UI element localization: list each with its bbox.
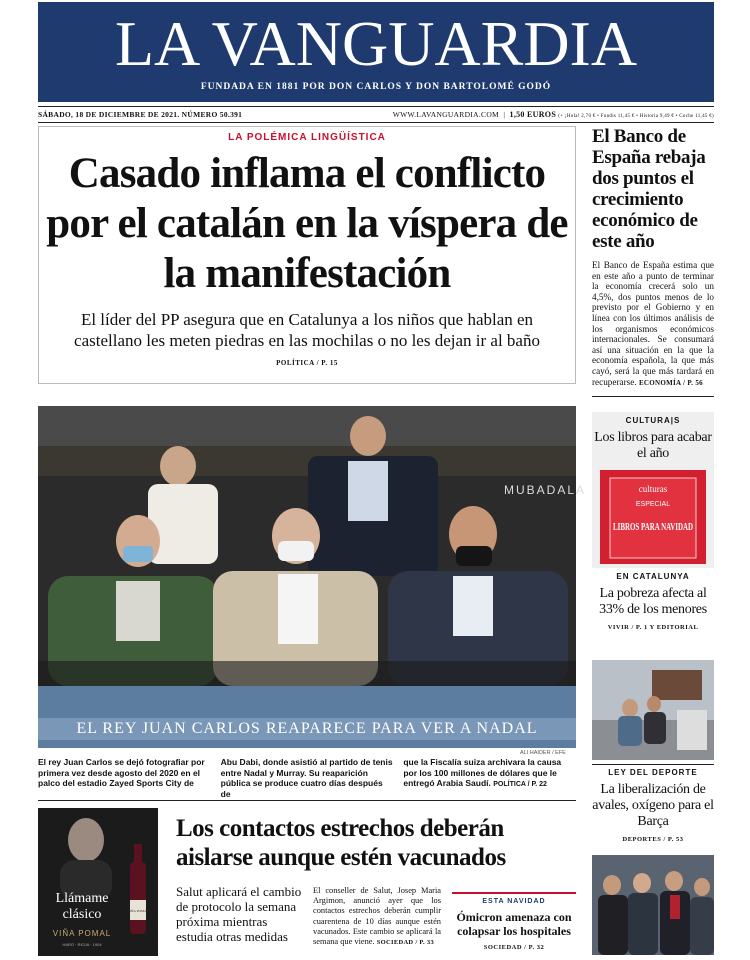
barca-photo [592,855,714,955]
photo-caption-bar [38,686,576,748]
lead-headline[interactable]: Casado inflama el conflicto por el catalán en la víspera de la manifestación [46,150,568,297]
cover-brand: culturas [638,484,668,494]
info-rule [38,122,714,123]
deporte-title: La liberalización de avales, oxígeno para el Barça [592,782,714,829]
bottom-body [313,886,441,948]
omicron-box[interactable] [452,892,576,951]
photo-text-col3-body: que la Fiscalía suiza archivara la causa por los 100 millones de dólares que le entregó Arabia Saudí. [403,757,562,788]
newspaper-logo: LA VANGUARDIA [114,8,638,79]
classroom-photo [592,660,714,760]
economy-page-ref: ECONOMÍA / P. 56 [638,378,703,387]
catalunya-page-ref: VIVIR / P. 1 Y EDITORIAL [607,624,699,631]
photo-text [38,757,576,799]
ad-line1: Llámame [55,891,109,906]
photo-text-col3 [403,757,576,799]
omicron-title: Ómicron amenaza con colapsar los hospitales [456,910,572,938]
issue-date: SÁBADO, 18 DE DICIEMBRE DE 2021. NÚMERO 50.391 [38,110,243,119]
price-extras: (+ ¡Hola! 2,70 € • Fundis 11,45 € • Historia 9,49 € • Coche 11,45 €) [558,114,714,119]
deporte-page-ref: DEPORTES / P. 53 [622,836,684,843]
cultura-title: Los libros para acabar el año [594,430,712,461]
photo-bottom-rule [38,800,576,801]
economy-story [592,126,714,388]
catalunya-kicker: EN CATALUNYA [616,572,690,581]
ad-line2: clásico [62,907,102,922]
bottom-body-text: El conseller de Salut, Josep Maria Argimon, anunció ayer que los contactos estrechos deberán cumplir cuarentena de 10 días aunque estén vacunados. Este cambio se aplicará la semana que viene. [313,886,441,947]
main-photo [38,406,587,686]
founded-line: FUNDADA EN 1881 POR DON CARLOS Y DON BARTOLOMÉ GODÓ [200,82,552,92]
price-info: WWW.LAVANGUARDIA.COM | 1,50 EUROS (+ ¡Hola! 2,70 € • Fundis 11,45 € • Historia 9,49 € • Coche 11,45 €) [392,110,714,119]
photo-text-col1: El rey Juan Carlos se dejó fotografiar por primera vez desde agosto del 2020 en el palco del estadio Zayed Sports City de [38,757,205,788]
photo-credit: ALI HAIDER / EFE [520,750,566,756]
lead-story [38,126,576,384]
economy-body-text: El Banco de España estima que en este año a punto de terminar la economía crecerá solo un 4,5%, dos puntos menos de lo previsto por el Gobierno y en línea con los últimos análisis de los organismos económicos internacionales. Se consumará así una situación en la que la economía española, la que más cayó, será la que más tardará en recuperarse. [592,260,714,387]
top-rule [38,106,714,107]
cultura-kicker: CULTURA|S [625,416,681,425]
website: WWW.LAVANGUARDIA.COM [392,110,499,119]
catalunya-title: La pobreza afecta al 33% de los menores [599,586,707,617]
ad-brand: VIÑA POMAL [52,929,112,938]
deporte-card[interactable] [592,768,714,843]
ad-sub: HARO · RIOJA · 1904 [62,942,102,947]
price: 1,50 EUROS [509,110,557,119]
bottom-subhead: Salut aplicará el cambio de protocolo la semana próxima mientras estudia otras medidas [176,884,302,944]
mubadala-sign: MUBADALA [504,483,587,497]
deporte-kicker: LEY DEL DEPORTE [608,768,698,777]
photo-page-ref: POLÍTICA / P. 22 [493,781,547,788]
lead-kicker: LA POLÉMICA LINGÜÍSTICA [228,132,386,143]
economy-body [592,260,714,388]
masthead [38,2,714,102]
lead-dek: El líder del PP asegura que en Catalunya a los niños que hablan en castellano les meten piedras en las mochilas o no les dejan ir al baño [74,310,540,350]
photo-text-col2: Abu Dabi, donde asistió al partido de tenis entre Nadal y Murray. Su reaparición pública se produce cuatro días después de [220,757,393,799]
cover-title: LIBROS PARA NAVIDAD [613,522,693,533]
bottle-label: VIÑA POMAL [127,909,149,913]
cover-label: ESPECIAL [635,501,671,508]
catalunya-card[interactable] [592,572,714,631]
rcol-rule-1 [592,396,714,397]
economy-headline[interactable]: El Banco de España rebaja dos puntos el crecimiento económico de este año [592,126,706,252]
bottom-headline[interactable]: Los contactos estrechos deberán aislarse aunque estén vacunados [176,815,506,871]
photo-illustration [38,406,587,686]
rcol-rule-2 [592,764,714,765]
omicron-kicker: ESTA NAVIDAD [482,898,546,905]
wine-ad[interactable] [38,808,158,956]
info-bar [38,108,714,122]
omicron-page-ref: SOCIEDAD / P. 32 [483,944,545,951]
bottom-page-ref: SOCIEDAD / P. 33 [376,939,435,947]
photo-caption[interactable]: EL REY JUAN CARLOS REAPARECE PARA VER A NADAL [38,718,576,740]
books-cover-thumbnail [600,470,706,564]
lead-page-ref: POLÍTICA / P. 15 [276,359,338,367]
